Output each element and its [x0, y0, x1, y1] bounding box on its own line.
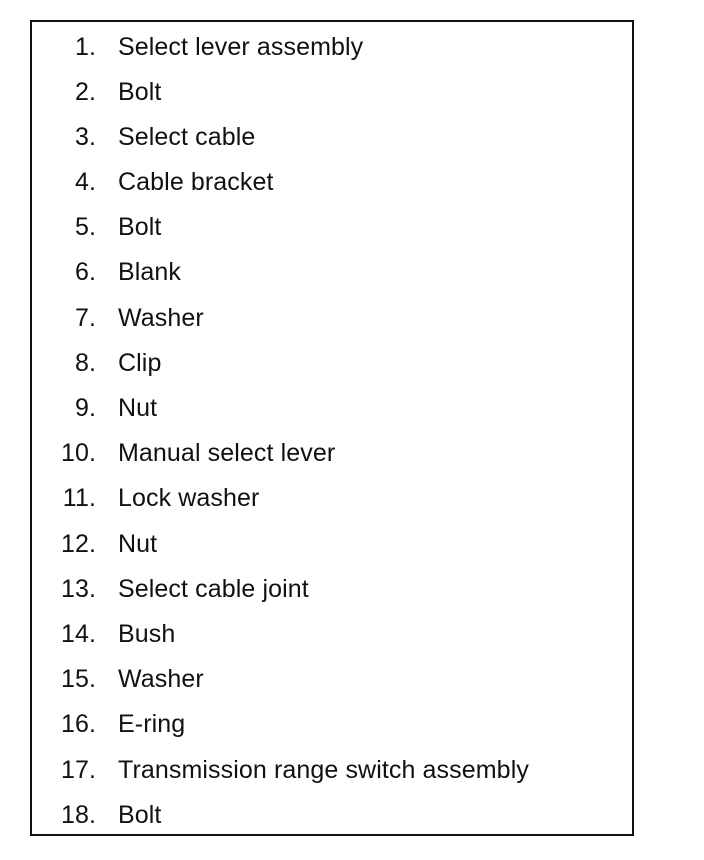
part-number: 14.: [60, 620, 96, 648]
part-number: 4.: [74, 168, 96, 196]
part-number: 11.: [62, 484, 96, 512]
part-item-4: [32, 162, 632, 202]
part-number: 1.: [74, 33, 96, 61]
part-item-1: [32, 27, 632, 67]
part-item-7: [32, 298, 632, 338]
part-item-18: [32, 795, 632, 835]
part-item-6: [32, 252, 632, 292]
part-name: Manual select lever: [118, 439, 336, 467]
part-number: 10.: [60, 439, 96, 467]
part-name: Bolt: [118, 801, 162, 829]
part-item-9: [32, 388, 632, 428]
part-number: 6.: [74, 258, 96, 286]
part-name: Clip: [118, 349, 162, 377]
part-item-10: [32, 433, 632, 473]
part-item-15: [32, 659, 632, 699]
part-item-5: [32, 207, 632, 247]
part-name: Washer: [118, 304, 204, 332]
part-name: Transmission range switch assembly: [118, 756, 529, 784]
part-number: 2.: [74, 78, 96, 106]
part-number: 18.: [60, 801, 96, 829]
part-name: Nut: [118, 394, 158, 422]
part-item-17: [32, 750, 632, 790]
part-number: 7.: [74, 304, 96, 332]
part-name: Bolt: [118, 78, 162, 106]
part-item-2: [32, 72, 632, 112]
part-name: Select lever assembly: [118, 33, 364, 61]
part-number: 12.: [60, 530, 96, 558]
part-item-12: [32, 524, 632, 564]
part-number: 15.: [60, 665, 96, 693]
part-name: Nut: [118, 530, 158, 558]
part-number: 9.: [74, 394, 96, 422]
part-number: 13.: [60, 575, 96, 603]
part-name: Bush: [118, 620, 176, 648]
part-name: Lock washer: [118, 484, 260, 512]
part-item-8: [32, 343, 632, 383]
part-item-3: [32, 117, 632, 157]
part-name: Bolt: [118, 213, 162, 241]
part-name: Blank: [118, 258, 182, 286]
part-number: 8.: [74, 349, 96, 377]
part-name: Select cable joint: [118, 575, 309, 603]
part-item-16: [32, 704, 632, 744]
part-number: 3.: [74, 123, 96, 151]
part-name: Washer: [118, 665, 204, 693]
part-name: Select cable: [118, 123, 256, 151]
part-name: E-ring: [118, 710, 186, 738]
part-number: 16.: [60, 710, 96, 738]
part-item-11: [32, 478, 632, 518]
part-number: 5.: [74, 213, 96, 241]
part-number: 17.: [60, 756, 96, 784]
part-item-14: [32, 614, 632, 654]
part-name: Cable bracket: [118, 168, 274, 196]
parts-legend-box: [30, 20, 634, 836]
part-item-13: [32, 569, 632, 609]
